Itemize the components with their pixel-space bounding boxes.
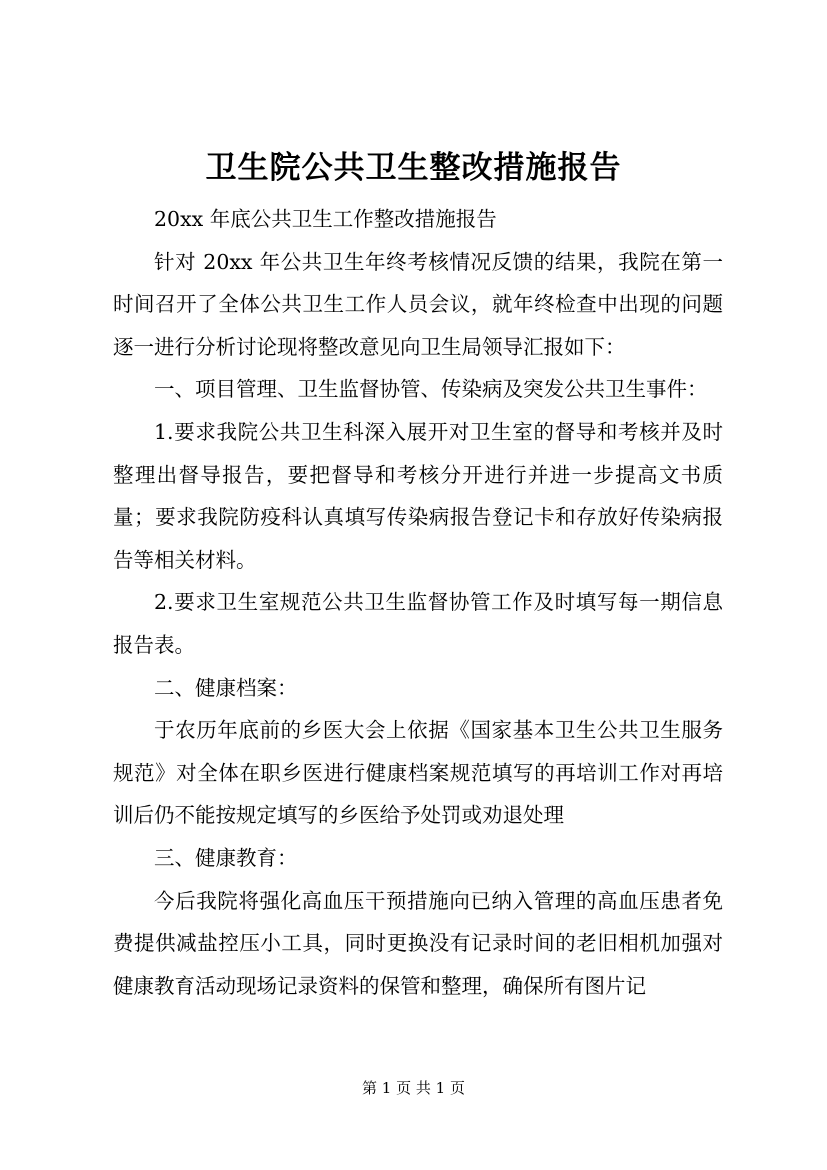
subtitle-paragraph: 20xx 年底公共卫生工作整改措施报告 <box>154 207 497 231</box>
health-records-paragraph: 于农历年底前的乡医大会上依据《国家基本卫生公共卫生服务规范》对全体在职乡医进行健康档案规范填写的再培训工作对再培训后仍不能按规定填写的乡医给予处罚或劝退处理 <box>113 718 723 828</box>
document-body <box>113 198 723 1007</box>
intro-paragraph: 针对 20xx 年公共卫生年终考核情况反馈的结果，我院在第一时间召开了全体公共卫生工作人员会议，就年终检查中出现的问题逐一进行分析讨论现将整改意见向卫生局领导汇报如下： <box>113 249 723 359</box>
item-paragraph-2: 2.要求卫生室规范公共卫生监督协管工作及时填写每一期信息报告表。 <box>113 590 723 657</box>
document-title: 卫生院公共卫生整改措施报告 <box>205 150 622 186</box>
section-heading-health-records: 二、健康档案： <box>154 675 298 700</box>
section-heading-health-education: 三、健康教育： <box>154 845 298 870</box>
section-heading-project-management: 一、项目管理、卫生监督协管、传染病及突发公共卫生事件： <box>154 377 708 402</box>
item-paragraph-1: 1.要求我院公共卫生科深入展开对卫生室的督导和考核并及时整理出督导报告，要把督导和考核分开进行并进一步提高文书质量；要求我院防疫科认真填写传染病报告登记卡和存放好传染病报告等相关材料。 <box>113 419 723 572</box>
health-education-paragraph: 今后我院将强化高血压干预措施向已纳入管理的高血压患者免费提供减盐控压小工具，同时更换没有记录时间的老旧相机加强对健康教育活动现场记录资料的保管和整理，确保所有图片记 <box>113 888 723 998</box>
page-footer: 第 1 页 共 1 页 <box>362 1079 465 1097</box>
